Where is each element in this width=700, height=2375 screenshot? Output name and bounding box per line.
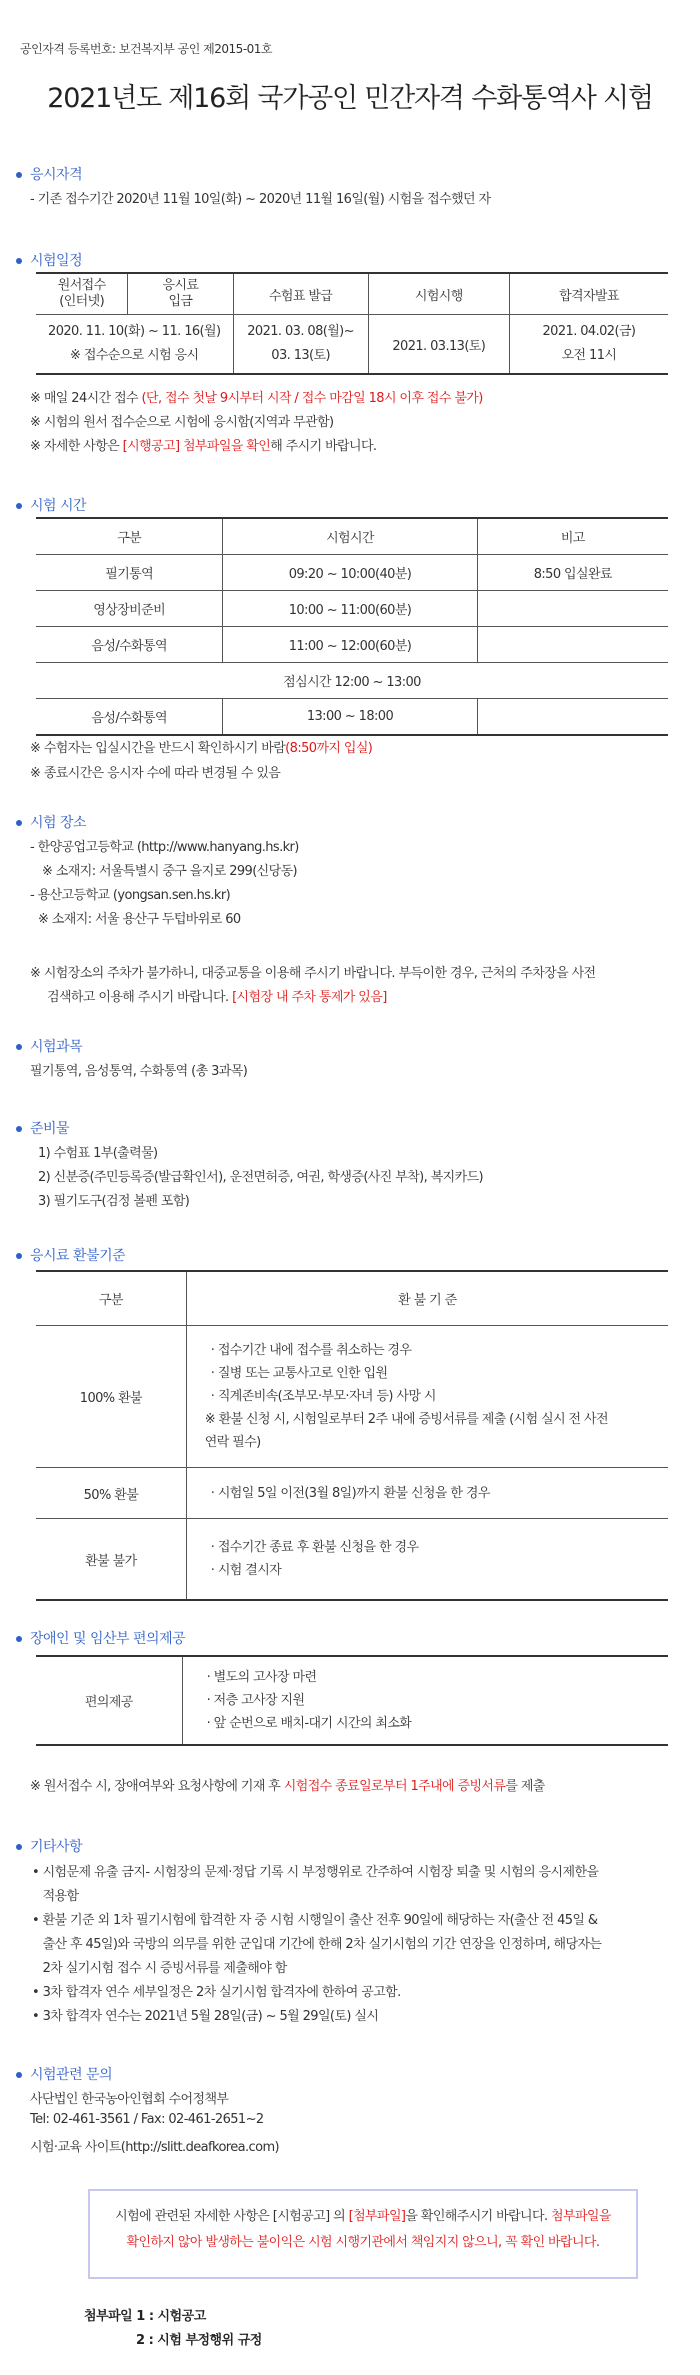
header-ticket: 수험표 발급 [233,273,368,315]
attachment-2[interactable]: 2 : 시험 부정행위 규정 [136,2333,262,2348]
materials-item-2: 2) 신분증(주민등록증(발급확인서), 운전면허증, 여권, 학생증(사진 부착), 복지카드) [38,1170,483,1185]
other-line-4: 출산 후 45일)와 국방의 의무를 위한 군입대 기간에 한해 2차 실기시험의 기간 연장을 인정하며, 해당자는 [32,1937,602,1952]
section-heading-materials: 준비물 [16,1118,69,1138]
location-1-address: ※ 소재지: 서울특별시 중구 을지로 299(신당동) [42,864,298,879]
bullet-icon [16,1844,22,1850]
header-fee: 응시료 입금 [128,273,233,315]
bullet-icon [16,1044,22,1050]
table-row: 영상장비준비 10:00 ~ 11:00(60분) [36,591,668,627]
schedule-note-3: ※ 자세한 사항은 [시행공고] 첨부파일을 확인해 주시기 바랍니다. [30,439,377,454]
bullet-icon [16,503,22,509]
section-heading-eligibility: 응시자격 [16,164,82,184]
header-remark: 비고 [477,518,668,555]
attachment-1[interactable]: 첨부파일 1 : 시험공고 [84,2309,206,2324]
materials-item-1: 1) 수험표 1부(출력물) [38,1146,158,1161]
other-line-6: • 3차 합격자 연수 세부일정은 2차 실기시험 합격자에 한하여 공고함. [32,1985,401,2000]
exam-date-cell: 2021. 03.13(토) [368,315,509,375]
header-category: 구분 [36,1271,186,1326]
section-heading-other: 기타사항 [16,1836,82,1856]
section-heading-accommodation: 장애인 및 임산부 편의제공 [16,1628,185,1648]
parking-note-2: 검색하고 이용해 주시기 바랍니다. [시험장 내 주차 통제가 있음] [47,990,387,1005]
header-time: 시험시간 [223,518,477,555]
location-1: - 한양공업고등학교 (http://www.hanyang.hs.kr) [30,840,299,855]
materials-item-3: 3) 필기도구(검정 볼펜 포함) [38,1194,190,1209]
table-row: 음성/수화통역 13:00 ~ 18:00 [36,699,668,736]
header-refund-criteria: 환 불 기 준 [186,1271,668,1326]
header-result: 합격자발표 [509,273,668,315]
schedule-table [36,272,668,375]
table-row: 100% 환불 · 접수기간 내에 접수를 취소하는 경우 · 질병 또는 교통사고로 인한 입원 · 직계존비속(조부모·부모·자녀 등) 사망 시 ※ 환불 신청 시, 시험일로부터 2주 내에 증빙서류를 제출 (시험 실시 전 사전 연락 필수) [36,1326,668,1468]
other-line-3: • 환불 기준 외 1차 필기시험에 합격한 자 중 시험 시행일이 출산 전후 90일에 해당하는 자(출산 전 45일 & [32,1913,598,1928]
location-2: - 용산고등학교 (yongsan.sen.hs.kr) [30,888,231,903]
inquiry-site[interactable]: 시험·교육 사이트(http://slitt.deafkorea.com) [30,2140,279,2155]
bullet-icon [16,1126,22,1132]
location-2-address: ※ 소재지: 서울 용산구 두텁바위로 60 [38,912,241,927]
exam-time-note-2: ※ 종료시간은 응시자 수에 따라 변경될 수 있음 [30,766,281,781]
reg-period-cell: 2020. 11. 10(화) ~ 11. 16(월) ※ 접수순으로 시험 응시 [36,315,233,375]
exam-time-table [36,517,668,736]
schedule-note-2: ※ 시험의 원서 접수순으로 시험에 응시함(지역과 무관함) [30,415,334,430]
table-row: 음성/수화통역 11:00 ~ 12:00(60분) [36,627,668,663]
notice-line-1: 시험에 관련된 자세한 사항은 [시험공고] 의 [첨부파일]을 확인해주시기 바랍니다. 첨부파일을 [115,2209,611,2224]
accommodation-note: ※ 원서접수 시, 장애여부와 요청사항에 기재 후 시험접수 종료일로부터 1주내에 증빙서류를 제출 [30,1779,545,1794]
header-online-reg: 원서접수 (인터넷) [36,273,128,315]
bullet-icon [16,172,22,178]
bullet-icon [16,2072,22,2078]
table-row: 필기통역 09:20 ~ 10:00(40분) 8:50 입실완료 [36,555,668,591]
accommodation-table: 편의제공 · 별도의 고사장 마련 · 저층 고사장 지원 · 앞 순번으로 배치-대기 시간의 최소화 [36,1655,668,1746]
notice-line-2: 확인하지 않아 발생하는 불이익은 시험 시행기관에서 책임지지 않으니, 꼭 확인 바랍니다. [126,2235,600,2250]
schedule-note-1: ※ 매일 24시간 접수 (단, 접수 첫날 9시부터 시작 / 접수 마감일 18시 이후 접수 불가) [30,391,483,406]
section-heading-exam-time: 시험 시간 [16,495,86,515]
other-line-2: 적용함 [32,1889,79,1904]
other-line-5: 2차 실기시험 접수 시 증빙서류를 제출해야 함 [32,1961,287,1976]
exam-time-note-1: ※ 수험자는 입실시간을 반드시 확인하시기 바람(8:50까지 입실) [30,741,373,756]
table-row: 50% 환불 · 시험일 5일 이전(3월 8일)까지 환불 신청을 한 경우 [36,1468,668,1519]
registration-number: 공인자격 등록번호: 보건복지부 공인 제2015-01호 [20,42,273,56]
table-row: 환불 불가 · 접수기간 종료 후 환불 신청을 한 경우 · 시험 결시자 [36,1519,668,1601]
refund-table [36,1270,668,1601]
page-title: 2021년도 제16회 국가공인 민간자격 수화통역사 시험 [47,83,653,114]
header-exam: 시험시행 [368,273,509,315]
subjects-text: 필기통역, 음성통역, 수화통역 (총 3과목) [30,1064,248,1079]
bullet-icon [16,1253,22,1259]
ticket-cell: 2021. 03. 08(월)~ 03. 13(토) [233,315,368,375]
parking-note-1: ※ 시험장소의 주차가 불가하니, 대중교통을 이용해 주시기 바랍니다. 부득이한 경우, 근처의 주차장을 사전 [30,966,596,981]
notice-box [88,2189,638,2279]
other-line-1: • 시험문제 유출 금지- 시험장의 문제·정답 기록 시 부정행위로 간주하여 시험장 퇴출 및 시험의 응시제한을 [32,1865,599,1880]
section-heading-inquiry: 시험관련 문의 [16,2064,112,2084]
table-row-lunch: 점심시간 12:00 ~ 13:00 [36,663,668,699]
section-heading-schedule: 시험일정 [16,250,82,270]
bullet-icon [16,258,22,264]
eligibility-text: - 기존 접수기간 2020년 11월 10일(화) ~ 2020년 11월 16일(월) 시험을 접수했던 자 [30,192,491,207]
inquiry-org: 사단법인 한국농아인협회 수어정책부 [30,2092,229,2107]
bullet-icon [16,820,22,826]
bullet-icon [16,1636,22,1642]
other-line-7: • 3차 합격자 연수는 2021년 5월 28일(금) ~ 5월 29일(토) 실시 [32,2009,379,2024]
header-category: 구분 [36,518,223,555]
section-heading-refund: 응시료 환불기준 [16,1245,125,1265]
result-cell: 2021. 04.02(금) 오전 11시 [509,315,668,375]
section-heading-location: 시험 장소 [16,812,86,832]
section-heading-subjects: 시험과목 [16,1036,82,1056]
inquiry-phone: Tel: 02-461-3561 / Fax: 02-461-2651~2 [30,2112,264,2127]
